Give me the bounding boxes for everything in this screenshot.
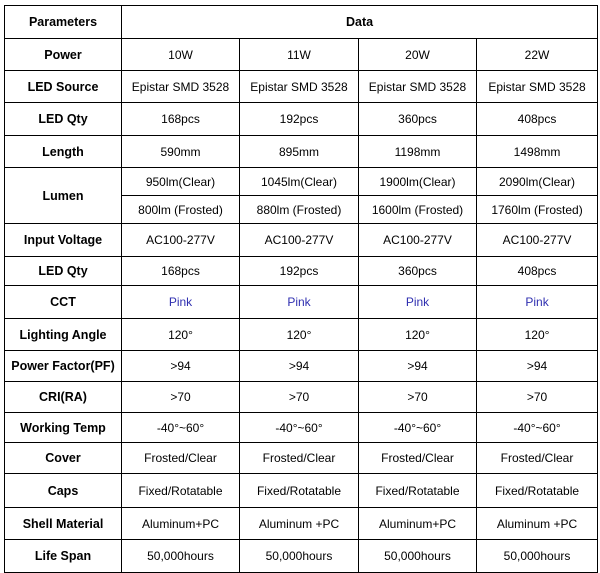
cell-life-span-1: 50,000hours (122, 540, 240, 573)
row-life-span (5, 540, 598, 573)
cell-lighting-angle-4: 120° (477, 319, 598, 351)
cell-led-qty-2-1: 168pcs (122, 257, 240, 286)
cell-cct-1: Pink (122, 286, 240, 319)
spec-table (4, 5, 598, 573)
cell-shell-material-4: Aluminum +PC (477, 508, 598, 540)
cell-cover-4: Frosted/Clear (477, 443, 598, 474)
label-power-factor: Power Factor(PF) (5, 351, 122, 382)
cell-cri-2: >70 (240, 382, 359, 413)
row-led-source (5, 71, 598, 103)
row-shell-material (5, 508, 598, 540)
cell-led-qty-1-4: 408pcs (477, 103, 598, 136)
cell-working-temp-4: -40°~60° (477, 413, 598, 443)
cell-lumen-clear-3: 1900lm(Clear) (359, 168, 477, 196)
cell-power-2: 11W (240, 39, 359, 71)
cell-life-span-2: 50,000hours (240, 540, 359, 573)
cell-power-factor-4: >94 (477, 351, 598, 382)
cell-caps-3: Fixed/Rotatable (359, 474, 477, 508)
cell-lumen-frosted-3: 1600lm (Frosted) (359, 196, 477, 224)
cell-cover-3: Frosted/Clear (359, 443, 477, 474)
label-cri: CRI(RA) (5, 382, 122, 413)
row-lighting-angle (5, 319, 598, 351)
row-led-qty-1 (5, 103, 598, 136)
row-working-temp (5, 413, 598, 443)
label-length: Length (5, 136, 122, 168)
cell-led-qty-1-1: 168pcs (122, 103, 240, 136)
cell-lumen-frosted-4: 1760lm (Frosted) (477, 196, 598, 224)
cell-working-temp-2: -40°~60° (240, 413, 359, 443)
cell-led-qty-2-3: 360pcs (359, 257, 477, 286)
cell-cover-2: Frosted/Clear (240, 443, 359, 474)
cell-shell-material-3: Aluminum+PC (359, 508, 477, 540)
cell-cct-3: Pink (359, 286, 477, 319)
row-caps (5, 474, 598, 508)
header-row (5, 6, 598, 39)
cell-working-temp-1: -40°~60° (122, 413, 240, 443)
row-lumen-clear (5, 168, 598, 196)
cell-lighting-angle-3: 120° (359, 319, 477, 351)
row-led-qty-2 (5, 257, 598, 286)
cell-led-source-1: Epistar SMD 3528 (122, 71, 240, 103)
cell-lumen-clear-1: 950lm(Clear) (122, 168, 240, 196)
cell-life-span-4: 50,000hours (477, 540, 598, 573)
cell-working-temp-3: -40°~60° (359, 413, 477, 443)
cell-life-span-3: 50,000hours (359, 540, 477, 573)
cell-cover-1: Frosted/Clear (122, 443, 240, 474)
label-working-temp: Working Temp (5, 413, 122, 443)
cell-lumen-clear-2: 1045lm(Clear) (240, 168, 359, 196)
cell-lighting-angle-1: 120° (122, 319, 240, 351)
cell-led-qty-2-4: 408pcs (477, 257, 598, 286)
label-cct: CCT (5, 286, 122, 319)
cell-cri-4: >70 (477, 382, 598, 413)
label-power: Power (5, 39, 122, 71)
cell-cri-1: >70 (122, 382, 240, 413)
cell-lumen-frosted-1: 800lm (Frosted) (122, 196, 240, 224)
cell-cct-4: Pink (477, 286, 598, 319)
label-led-source: LED Source (5, 71, 122, 103)
cell-shell-material-2: Aluminum +PC (240, 508, 359, 540)
row-length (5, 136, 598, 168)
cell-input-voltage-3: AC100-277V (359, 224, 477, 257)
cell-input-voltage-2: AC100-277V (240, 224, 359, 257)
cell-cct-2: Pink (240, 286, 359, 319)
cell-led-source-3: Epistar SMD 3528 (359, 71, 477, 103)
cell-lumen-frosted-2: 880lm (Frosted) (240, 196, 359, 224)
cell-power-1: 10W (122, 39, 240, 71)
cell-caps-4: Fixed/Rotatable (477, 474, 598, 508)
cell-input-voltage-4: AC100-277V (477, 224, 598, 257)
cell-length-3: 1198mm (359, 136, 477, 168)
cell-length-4: 1498mm (477, 136, 598, 168)
header-data: Data (122, 6, 598, 39)
cell-power-3: 20W (359, 39, 477, 71)
cell-power-factor-3: >94 (359, 351, 477, 382)
cell-power-factor-2: >94 (240, 351, 359, 382)
label-led-qty-2: LED Qty (5, 257, 122, 286)
cell-cri-3: >70 (359, 382, 477, 413)
label-input-voltage: Input Voltage (5, 224, 122, 257)
cell-length-2: 895mm (240, 136, 359, 168)
row-power-factor (5, 351, 598, 382)
label-life-span: Life Span (5, 540, 122, 573)
cell-shell-material-1: Aluminum+PC (122, 508, 240, 540)
row-input-voltage (5, 224, 598, 257)
cell-led-qty-2-2: 192pcs (240, 257, 359, 286)
cell-power-factor-1: >94 (122, 351, 240, 382)
cell-power-4: 22W (477, 39, 598, 71)
header-parameters: Parameters (5, 6, 122, 39)
cell-led-qty-1-3: 360pcs (359, 103, 477, 136)
cell-led-source-2: Epistar SMD 3528 (240, 71, 359, 103)
label-caps: Caps (5, 474, 122, 508)
row-power (5, 39, 598, 71)
row-cct (5, 286, 598, 319)
cell-led-source-4: Epistar SMD 3528 (477, 71, 598, 103)
cell-length-1: 590mm (122, 136, 240, 168)
label-cover: Cover (5, 443, 122, 474)
label-led-qty-1: LED Qty (5, 103, 122, 136)
cell-input-voltage-1: AC100-277V (122, 224, 240, 257)
row-cri (5, 382, 598, 413)
label-shell-material: Shell Material (5, 508, 122, 540)
cell-caps-2: Fixed/Rotatable (240, 474, 359, 508)
cell-lighting-angle-2: 120° (240, 319, 359, 351)
cell-lumen-clear-4: 2090lm(Clear) (477, 168, 598, 196)
cell-caps-1: Fixed/Rotatable (122, 474, 240, 508)
cell-led-qty-1-2: 192pcs (240, 103, 359, 136)
label-lighting-angle: Lighting Angle (5, 319, 122, 351)
label-lumen: Lumen (5, 168, 122, 224)
row-cover (5, 443, 598, 474)
